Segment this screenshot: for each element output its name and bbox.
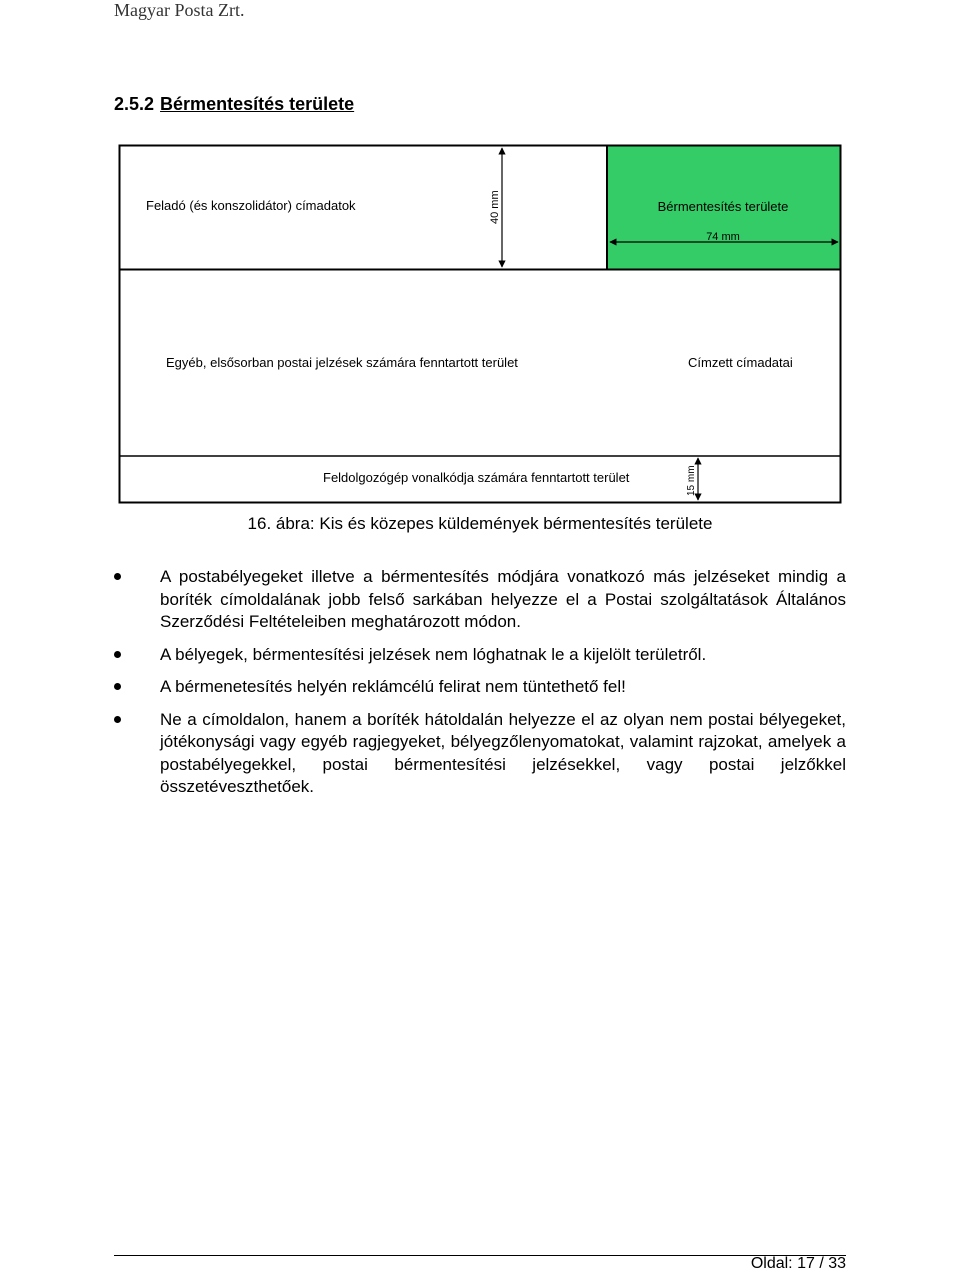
postage-label: Bérmentesítés területe (657, 199, 789, 214)
section-title: Bérmentesítés területe (160, 94, 355, 114)
section-heading (114, 94, 354, 115)
footer-divider (114, 1255, 846, 1256)
bullet-list (114, 566, 846, 799)
figure-caption: 16. ábra: Kis és közepes küldemények bérmentesítés területe (247, 514, 713, 533)
list-item-text: A bélyegek, bérmentesítési jelzések nem lóghatnak le a kijelölt területről. (160, 644, 707, 664)
list-item (114, 644, 846, 667)
bullet-icon (114, 573, 121, 580)
bullet-icon (114, 651, 121, 658)
section-number: 2.5.2 (114, 94, 155, 114)
list-item (114, 566, 846, 634)
list-item-text: Ne a címoldalon, hanem a boríték hátoldalán helyezze el az olyan nem postai bélyegeket, jótékonysági vagy egyéb ragjegyeket, bélyegzőlenyomatokat, valamint rajzokat, amelyek a postabélyegekkel, postai bérmentesítési jelzésekkel, vagy postai jelzőkkel összetéveszthetőek. (160, 709, 846, 796)
list-item-text: A postabélyegeket illetve a bérmentesítés módjára vonatkozó más jelzéseket mindig a boríték címoldalának jobb felső sarkában helyezze el a Postai szolgáltatások Általános Szerződési Feltételeiben meghatározott módon. (160, 567, 846, 631)
header-company: Magyar Posta Zrt. (114, 0, 245, 20)
page-number: Oldal: 17 / 33 (750, 1255, 846, 1272)
other-area-label: Egyéb, elsősorban postai jelzések számára fenntartott terület (166, 355, 518, 370)
recipient-label: Címzett címadatai (688, 355, 793, 370)
list-item-text: A bérmenetesítés helyén reklámcélú felirat nem tüntethető fel! (160, 677, 626, 696)
width-dimension-label: 74 mm (706, 231, 740, 243)
envelope-diagram (118, 144, 842, 504)
bullet-icon (114, 683, 121, 690)
bullet-icon (114, 716, 121, 723)
list-item (114, 676, 846, 699)
height-dimension-label: 40 mm (489, 190, 501, 224)
barcode-height-label: 15 mm (686, 465, 697, 496)
sender-label: Feladó (és konszolidátor) címadatok (146, 198, 356, 213)
barcode-label: Feldolgozógép vonalkódja számára fenntartott terület (323, 470, 630, 485)
list-item (114, 709, 846, 799)
